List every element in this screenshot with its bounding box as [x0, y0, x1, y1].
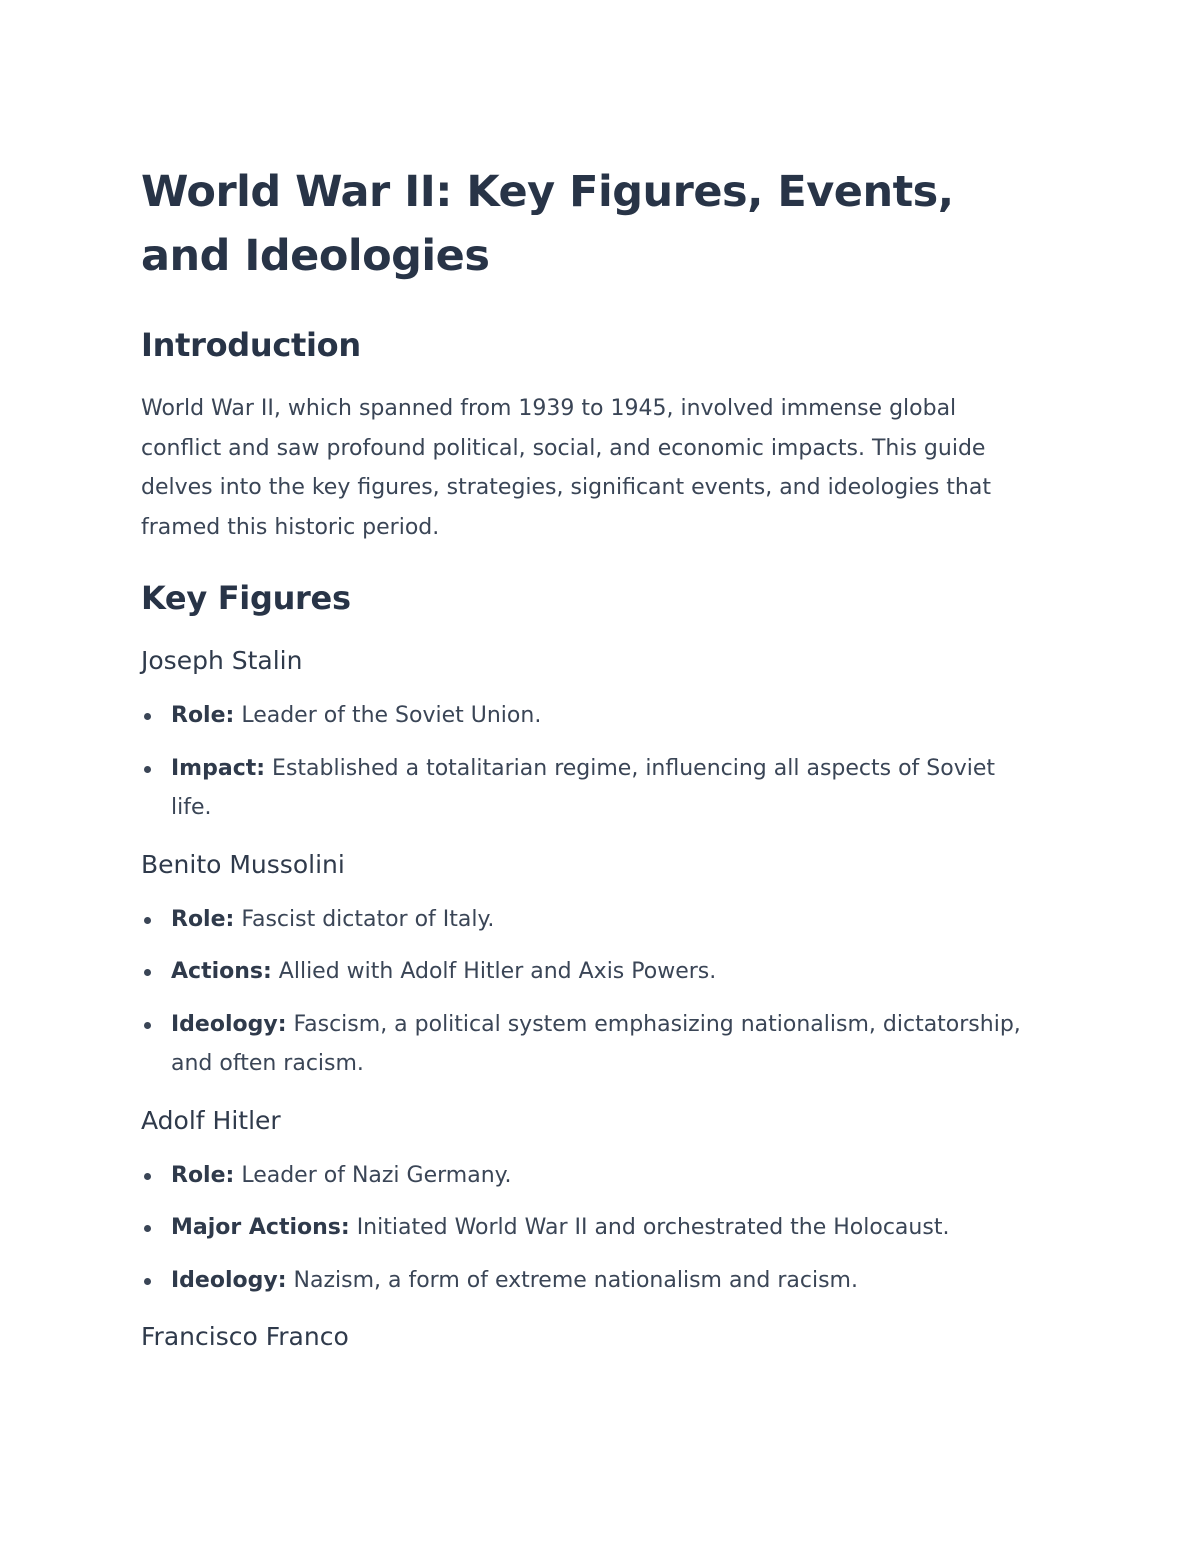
fact-text: Established a totalitarian regime, influencing all aspects of Soviet life. — [171, 755, 995, 820]
list-item — [141, 900, 1041, 940]
document-title: World War II: Key Figures, Events, and Ideologies — [141, 167, 954, 281]
list-item — [141, 952, 1041, 992]
fact-text: Leader of the Soviet Union. — [234, 703, 542, 728]
figure-name-francisco-franco: Francisco Franco — [141, 1322, 349, 1351]
list-item — [141, 1261, 1041, 1301]
introduction-heading: Introduction — [141, 326, 361, 364]
list-item — [141, 1208, 1041, 1248]
fact-label: Role: — [171, 1162, 235, 1188]
fact-label: Actions: — [171, 959, 272, 984]
fact-label: Ideology: — [171, 1267, 287, 1293]
fact-label: Ideology: — [171, 1011, 287, 1037]
introduction-section — [141, 324, 1041, 547]
introduction-paragraph: World War II, which spanned from 1939 to 1945, involved immense global conflict and saw profound political, social, and economic impacts. This guide delves into the key figures, strategies, significant events, and ideologies that framed this historic period. — [141, 396, 991, 540]
fact-text: Fascist dictator of Italy. — [234, 906, 495, 932]
fact-text: Fascism, a political system emphasizing nationalism, dictatorship, and often racism. — [171, 1011, 1021, 1076]
bullet-icon — [144, 1225, 151, 1232]
fact-text: Nazism, a form of extreme nationalism and racism. — [286, 1267, 858, 1293]
list-item — [141, 749, 1041, 828]
key-figures-heading: Key Figures — [141, 579, 351, 617]
fact-text: Leader of Nazi Germany. — [234, 1162, 512, 1188]
bullet-icon — [144, 1173, 151, 1180]
list-item — [141, 696, 1041, 736]
figure-name-adolf-hitler: Adolf Hitler — [141, 1105, 281, 1135]
bullet-icon — [144, 1278, 151, 1285]
key-figures-section — [141, 577, 1041, 1354]
list-item — [141, 1156, 1041, 1196]
fact-text: Allied with Adolf Hitler and Axis Powers. — [271, 959, 717, 984]
bullet-icon — [144, 1022, 151, 1029]
fact-label: Impact: — [171, 755, 266, 781]
fact-label: Role: — [171, 703, 235, 728]
bullet-icon — [144, 713, 151, 720]
figure-facts-list — [141, 1156, 1041, 1301]
document-page — [141, 160, 1041, 1372]
figure-facts-list — [141, 696, 1041, 828]
bullet-icon — [144, 917, 151, 924]
fact-text: Initiated World War II and orchestrated the Holocaust. — [349, 1215, 950, 1240]
figure-facts-list — [141, 900, 1041, 1084]
bullet-icon — [144, 969, 151, 976]
list-item — [141, 1005, 1041, 1084]
figure-name-benito-mussolini: Benito Mussolini — [141, 849, 345, 879]
fact-label: Role: — [171, 906, 235, 932]
bullet-icon — [144, 766, 151, 773]
fact-label: Major Actions: — [171, 1215, 350, 1240]
figure-name-joseph-stalin: Joseph Stalin — [141, 646, 303, 675]
